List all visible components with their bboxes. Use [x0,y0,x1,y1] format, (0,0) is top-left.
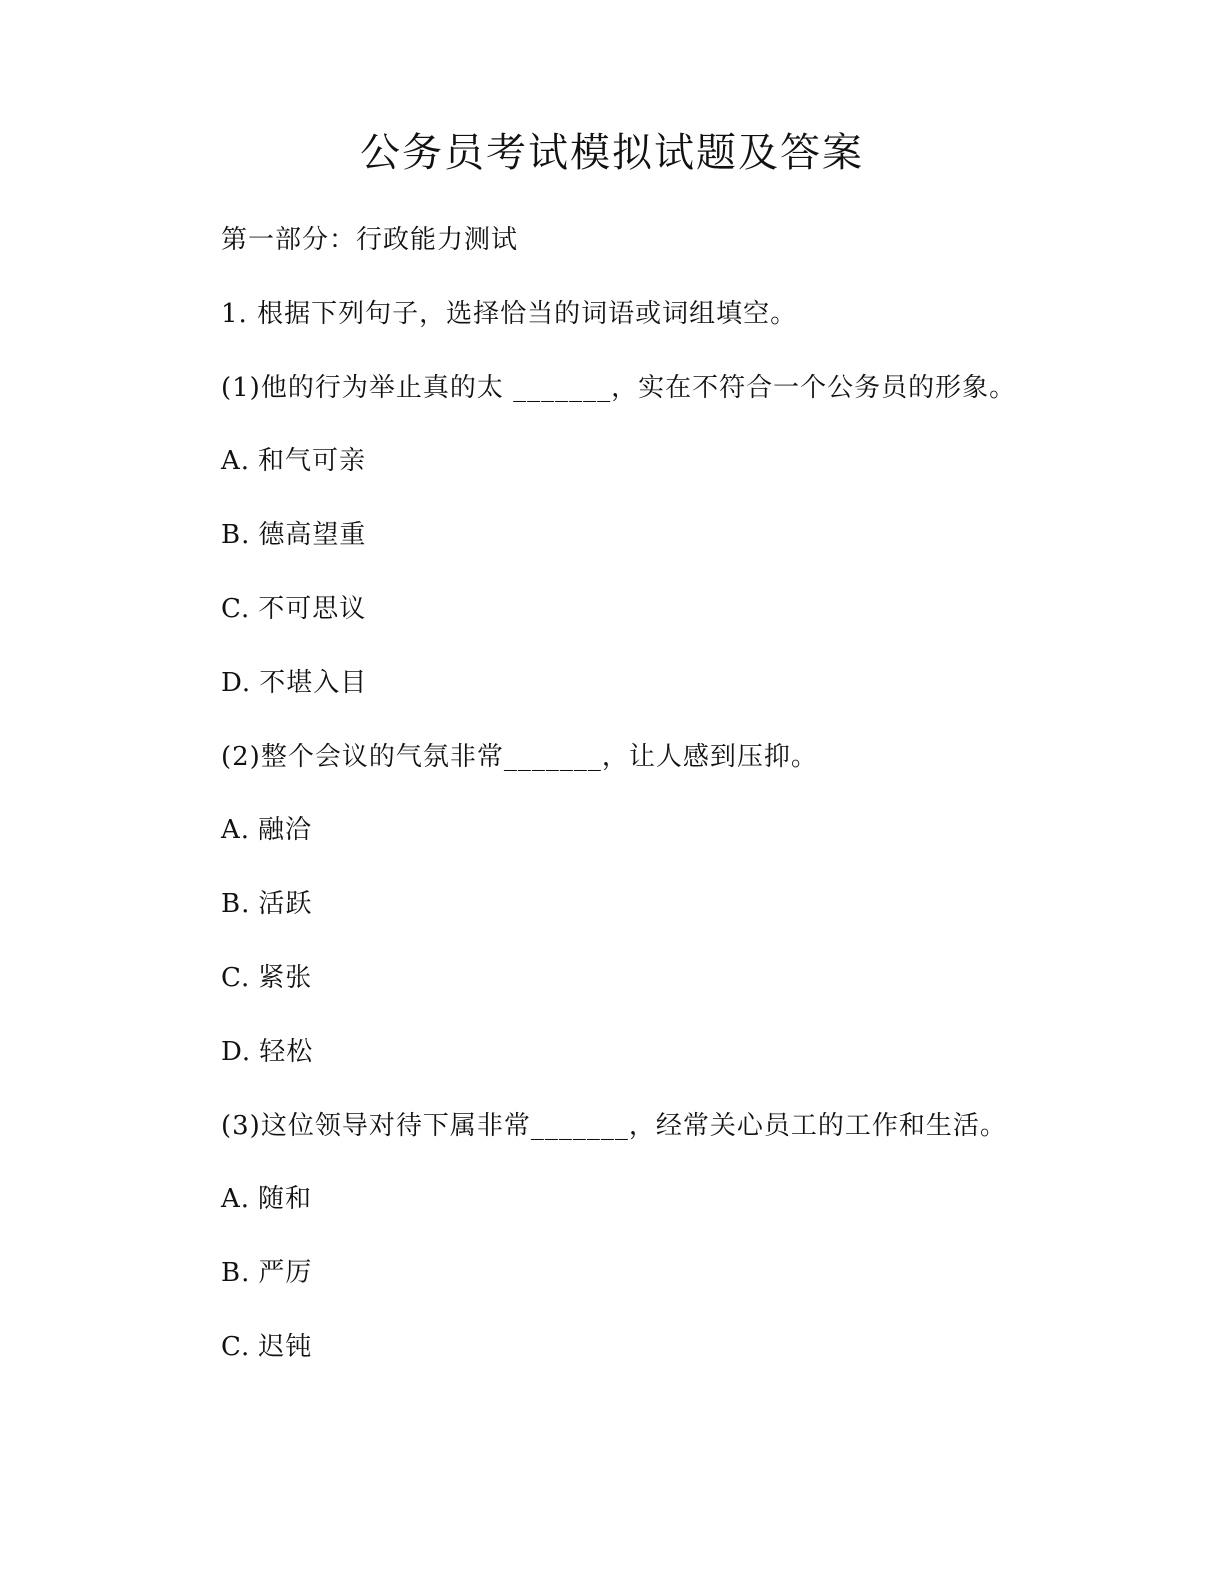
option-text: 不堪入目 [259,667,368,698]
option-item [221,880,1121,928]
option-item [221,585,1121,633]
option-item [221,659,1121,707]
option-item [221,1323,1121,1371]
option-text: 不可思议 [258,593,367,624]
option-letter: C. [221,593,251,624]
section-heading: 第一部分：行政能力测试 [221,225,519,255]
option-letter: A. [221,446,251,477]
question-stem: (1)他的行为举止真的太 _______，实在不符合一个公务员的形象。 [221,372,1017,403]
option-letter: A. [221,815,251,846]
option-letter: B. [221,1258,251,1289]
option-letter: A. [221,1184,251,1215]
option-letter: C. [221,1331,251,1362]
option-letter: D. [221,667,252,698]
option-letter: D. [221,1036,252,1067]
document-title: 公务员考试模拟试题及答案 [360,130,864,176]
option-item [221,1175,1121,1223]
option-item [221,1028,1121,1076]
option-letter: C. [221,962,251,993]
option-item [221,954,1121,1002]
question-stem: (2)整个会议的气氛非常_______，让人感到压抑。 [221,741,818,772]
option-item [221,511,1121,559]
option-text: 迟钝 [258,1331,313,1362]
option-text: 轻松 [259,1036,314,1067]
option-text: 融洽 [258,815,313,846]
option-text: 和气可亲 [258,446,367,477]
option-text: 紧张 [258,962,313,993]
option-item [221,806,1121,854]
option-letter: B. [221,520,251,551]
question-stem: (3)这位领导对待下属非常_______，经常关心员工的工作和生活。 [221,1110,1007,1141]
question-intro: 1. 根据下列句子，选择恰当的词语或词组填空。 [221,298,798,329]
option-text: 活跃 [258,889,313,920]
option-letter: B. [221,889,251,920]
option-item [221,1249,1121,1297]
option-item [221,437,1121,485]
option-text: 德高望重 [258,520,367,551]
option-text: 严厉 [258,1258,313,1289]
option-text: 随和 [258,1184,313,1215]
document-body [221,216,1121,1397]
